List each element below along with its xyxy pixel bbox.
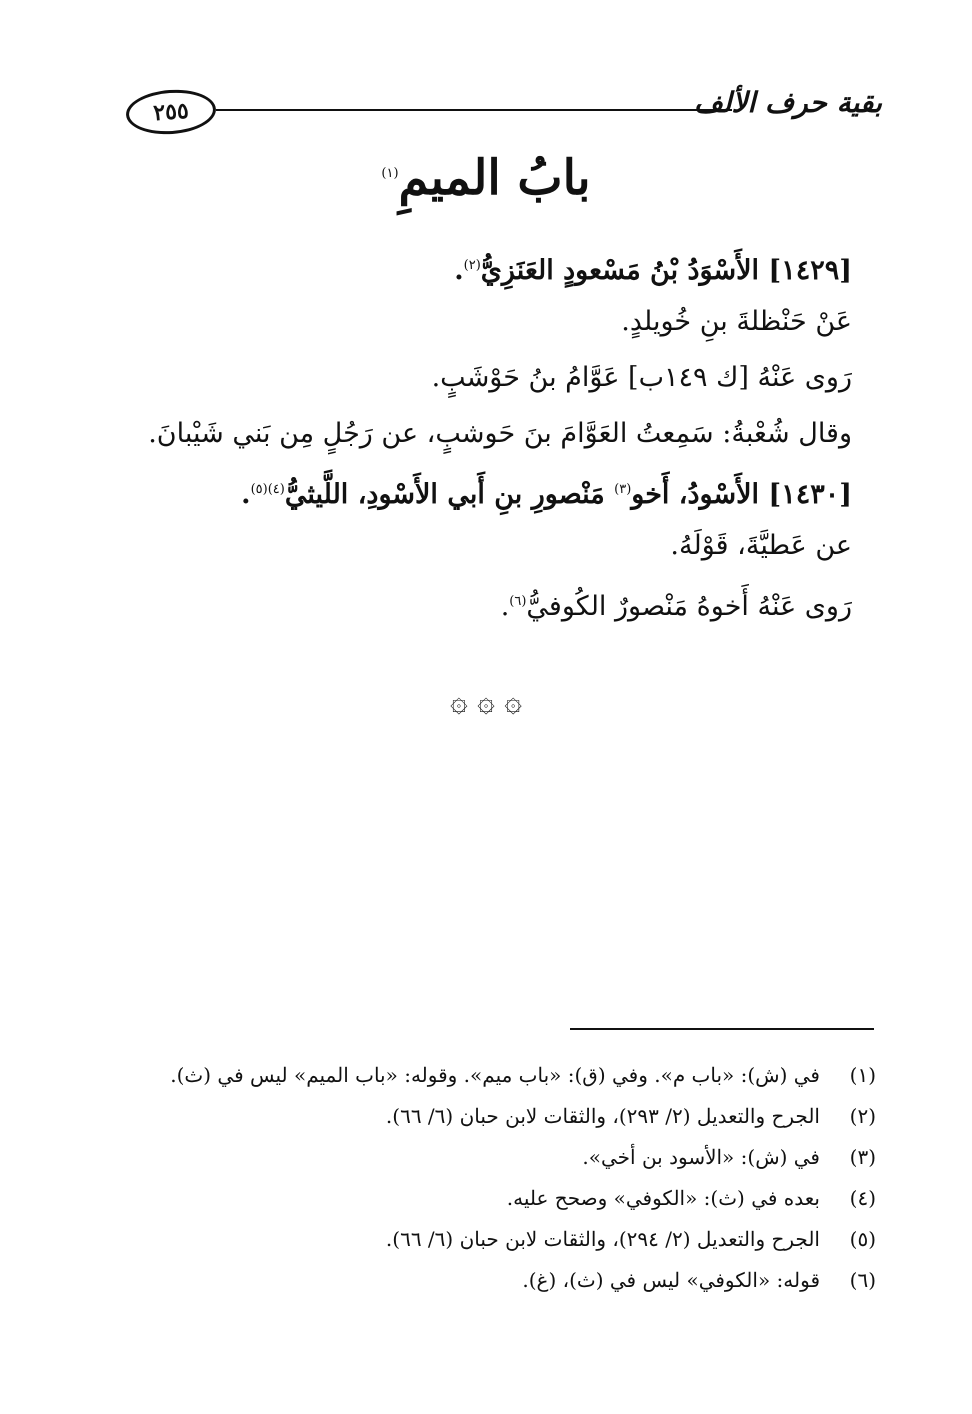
text-line: عَنْ حَنْظلةَ بنِ خُويلدٍ. <box>621 306 852 337</box>
footnote-text: في (ش): «باب م». وفي (ق): «باب ميم». وقوله: «باب الميم» ليس في (ث). <box>170 1063 820 1087</box>
footnote-text: الجرح والتعديل (٢/ ٢٩٤)، والثقات لابن حبان (٦/ ٦٦). <box>385 1227 820 1251</box>
footnote-item <box>200 1178 876 1219</box>
chapter-title-text: بابُ الميمِ <box>398 150 591 206</box>
text-line: وقال شُعْبةُ: سَمِعتُ العَوَّامَ بنَ حَوشبٍ، عن رَجُلٍ مِن بَني شَيْبانَ. <box>148 418 852 449</box>
footnote-number: (٢) <box>849 1104 876 1128</box>
footnote-text: في (ش): «الأسود بن أخي». <box>582 1145 820 1169</box>
entry-heading-1430: [١٤٣٠] الأَسْودُ، أَخو$^{(٣)}$ مَنْصورِ بنِ أَبي الأَسْودِ، اللَّيثيُّ$^{(٤)(٥)}$. <box>241 479 852 510</box>
text-line: رَوى عَنْهُ [ك ١٤٩ب] عَوَّامُ بنُ حَوْشَبٍ. <box>431 362 852 393</box>
main-text <box>148 238 852 630</box>
footnote-number: (٦) <box>849 1268 876 1292</box>
section-divider-ornament-icon: ۞ ۞ ۞ <box>450 684 522 719</box>
footnotes <box>170 1055 876 1301</box>
entry-heading-1429: [١٤٢٩] الأَسْوَدُ بْنُ مَسْعودٍ العَنَزِيُّ$^{(٢)}$. <box>454 255 852 286</box>
header-rule <box>216 109 732 111</box>
running-title: بقية حرف الألف <box>694 86 882 119</box>
page-number-oval <box>125 87 218 137</box>
text-line: رَوى عَنْهُ أَخوهُ مَنْصورٌ الكُوفيُّ$^{(٦)}$. <box>500 591 852 622</box>
footnote-item <box>200 1219 876 1260</box>
footnote-text: بعده في (ث): «الكوفي» وصحح عليه. <box>506 1186 820 1210</box>
footnote-item <box>170 1055 876 1096</box>
footnote-number: (٣) <box>849 1145 876 1169</box>
footnote-number: (٤) <box>849 1186 876 1210</box>
footnote-text: قوله: «الكوفي» ليس في (ث)، (غ). <box>522 1268 820 1292</box>
footnote-ref: (٤)(٥) <box>250 482 285 497</box>
page-header <box>118 82 882 134</box>
footnote-item <box>200 1137 876 1178</box>
footnote-number: (٥) <box>849 1227 876 1251</box>
text-line: عن عَطيَّةَ، قَوْلَهُ. <box>670 530 852 561</box>
footnote-ref: (٣) <box>614 482 632 497</box>
footnote-item <box>200 1096 876 1137</box>
footnote-number: (١) <box>849 1063 876 1087</box>
footnote-rule <box>570 1028 874 1030</box>
footnote-ref: (٢) <box>463 258 481 273</box>
page-number: ٢٥٥ <box>152 97 190 127</box>
footnote-text: الجرح والتعديل (٢/ ٢٩٣)، والثقات لابن حبان (٦/ ٦٦). <box>385 1104 820 1128</box>
footnote-ref: (١) <box>381 166 399 181</box>
chapter-title <box>0 150 972 206</box>
footnote-item <box>200 1260 876 1301</box>
footnote-ref: (٦) <box>509 594 527 609</box>
